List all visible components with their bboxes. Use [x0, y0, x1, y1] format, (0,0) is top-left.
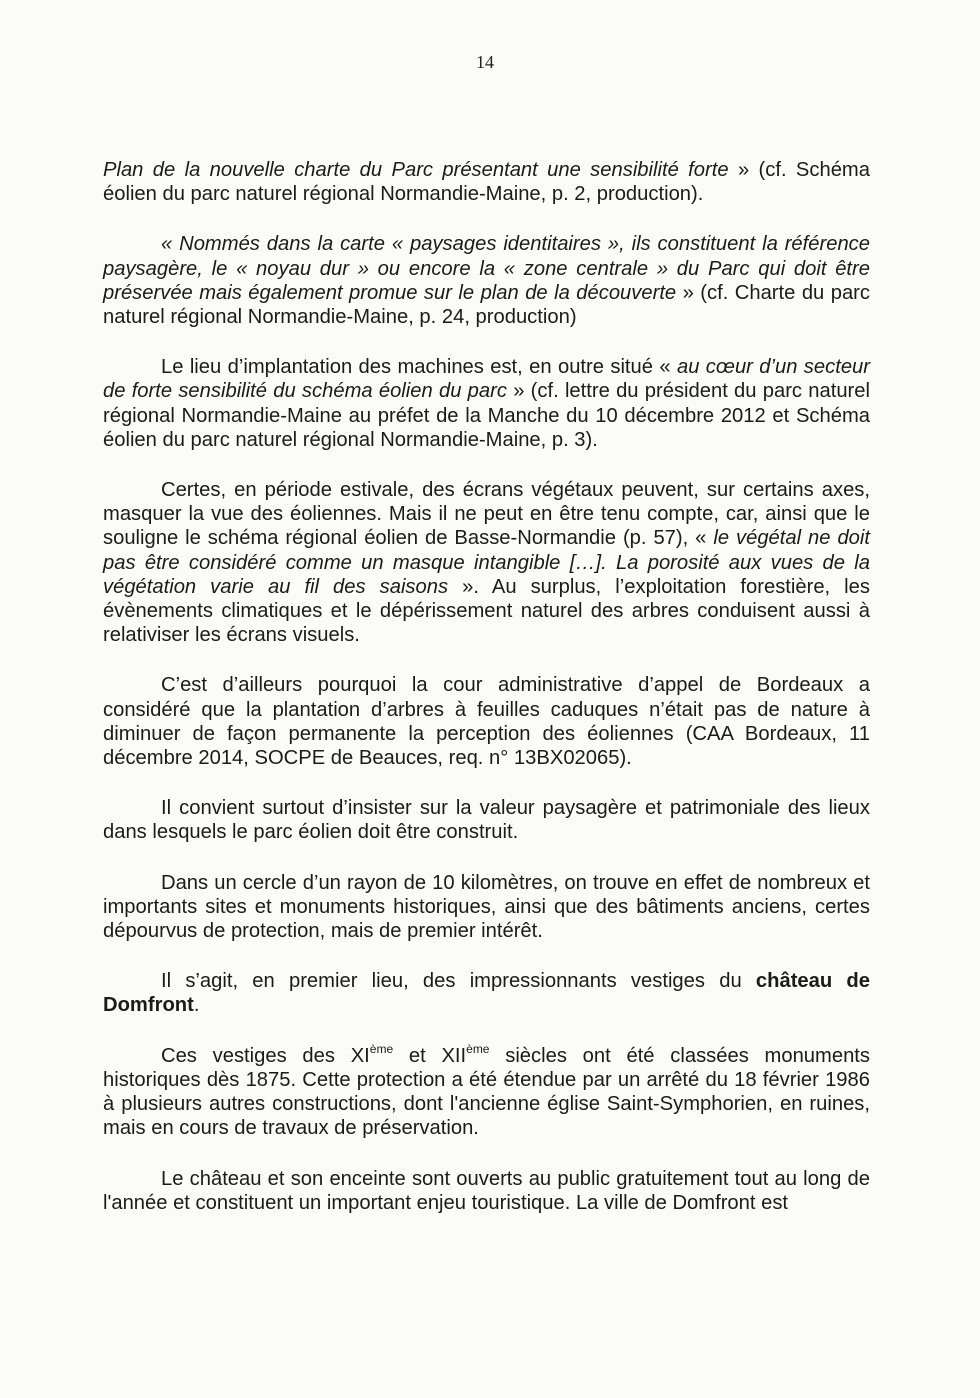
italic-quote-text: le végétal ne doit pas être considéré comme un masque intangible […]. La porosité aux vues de la végétation varie au fil des saisons — [103, 527, 870, 598]
superscript-text: ème — [466, 1041, 490, 1056]
text-run: et XII — [393, 1044, 467, 1067]
paragraph — [103, 871, 870, 944]
text-run: ». Au surplus, l’exploitation forestière, les évènements climatiques et le dépérissement naturel des arbres conduisent aussi à relativiser les écrans visuels. — [103, 575, 870, 647]
paragraph — [103, 355, 870, 452]
text-run: Le lieu d’implantation des machines est, en outre situé « — [161, 356, 677, 379]
superscript-text: ème — [369, 1041, 394, 1056]
text-run: Ces vestiges des XI — [161, 1044, 370, 1067]
bold-text: château de Domfront — [103, 970, 870, 1017]
page-number: 14 — [476, 52, 494, 72]
paragraph — [103, 796, 870, 844]
text-run: Certes, en période estivale, des écrans végétaux peuvent, sur certains axes, masquer la vue des éoliennes. Mais il ne peut en être tenu compte, car, ainsi que le souligne le schéma régional éolien de Basse-Normandie (p. 57), « — [103, 479, 870, 550]
text-run: Il s’agit, en premier lieu, des impressionnants vestiges du — [161, 970, 756, 993]
text-run: siècles ont été classées monuments historiques dès 1875. Cette protection a été étendue par un arrêté du 18 février 1986 à plusieurs autres constructions, dont l'ancienne église Saint-Symphorien, en ruines, mais en cours de travaux de préservation. — [103, 1044, 871, 1140]
italic-quote-text: au cœur d’un secteur de forte sensibilité du schéma éolien du parc — [103, 356, 870, 403]
italic-quote-text: « Nommés dans la carte « paysages identitaires », ils constituent la référence paysagère, le « noyau dur » ou encore la « zone centrale » du Parc qui doit être préservée mais également promue sur le plan de la découverte — [103, 233, 870, 304]
paragraph — [103, 969, 870, 1017]
paragraph — [103, 1167, 870, 1215]
italic-quote-text: Plan de la nouvelle charte du Parc présentant une sensibilité forte — [103, 159, 729, 181]
text-run: » (cf. Schéma éolien du parc naturel régional Normandie-Maine, p. 2, production). — [103, 159, 870, 206]
text-run: » (cf. Charte du parc naturel régional Normandie-Maine, p. 24, production) — [103, 281, 870, 329]
text-run: Dans un cercle d’un rayon de 10 kilomètres, on trouve en effet de nombreux et importants sites et monuments historiques, ainsi que des bâtiments anciens, certes dépourvus de protection, mais de premier intérêt. — [103, 871, 870, 943]
text-run: Il convient surtout d’insister sur la valeur paysagère et patrimoniale des lieux dans lesquels le parc éolien doit être construit. — [103, 797, 870, 844]
text-run: C’est d’ailleurs pourquoi la cour administrative d’appel de Bordeaux a considéré que la plantation d’arbres à feuilles caduques n’était pas de nature à diminuer de façon permanente la perception des éoliennes (CAA Bordeaux, 11 décembre 2014, SOCPE de Beauces, req. n° 13BX02065). — [103, 674, 870, 770]
text-run: » (cf. lettre du président du parc naturel régional Normandie-Maine au préfet de la Manche du 10 décembre 2012 et Schéma éolien du parc naturel régional Normandie-Maine, p. 3). — [103, 380, 870, 451]
paragraph — [103, 673, 870, 770]
paragraph — [103, 1041, 871, 1141]
paragraph — [103, 232, 870, 329]
text-run: . — [193, 994, 200, 1017]
text-run: Le château et son enceinte sont ouverts au public gratuitement tout au long de l'année et constituent un important enjeu touristique. La ville de Domfront est — [103, 1167, 870, 1214]
paragraph — [103, 158, 870, 206]
document-body — [103, 158, 870, 1215]
paragraph — [103, 478, 870, 647]
